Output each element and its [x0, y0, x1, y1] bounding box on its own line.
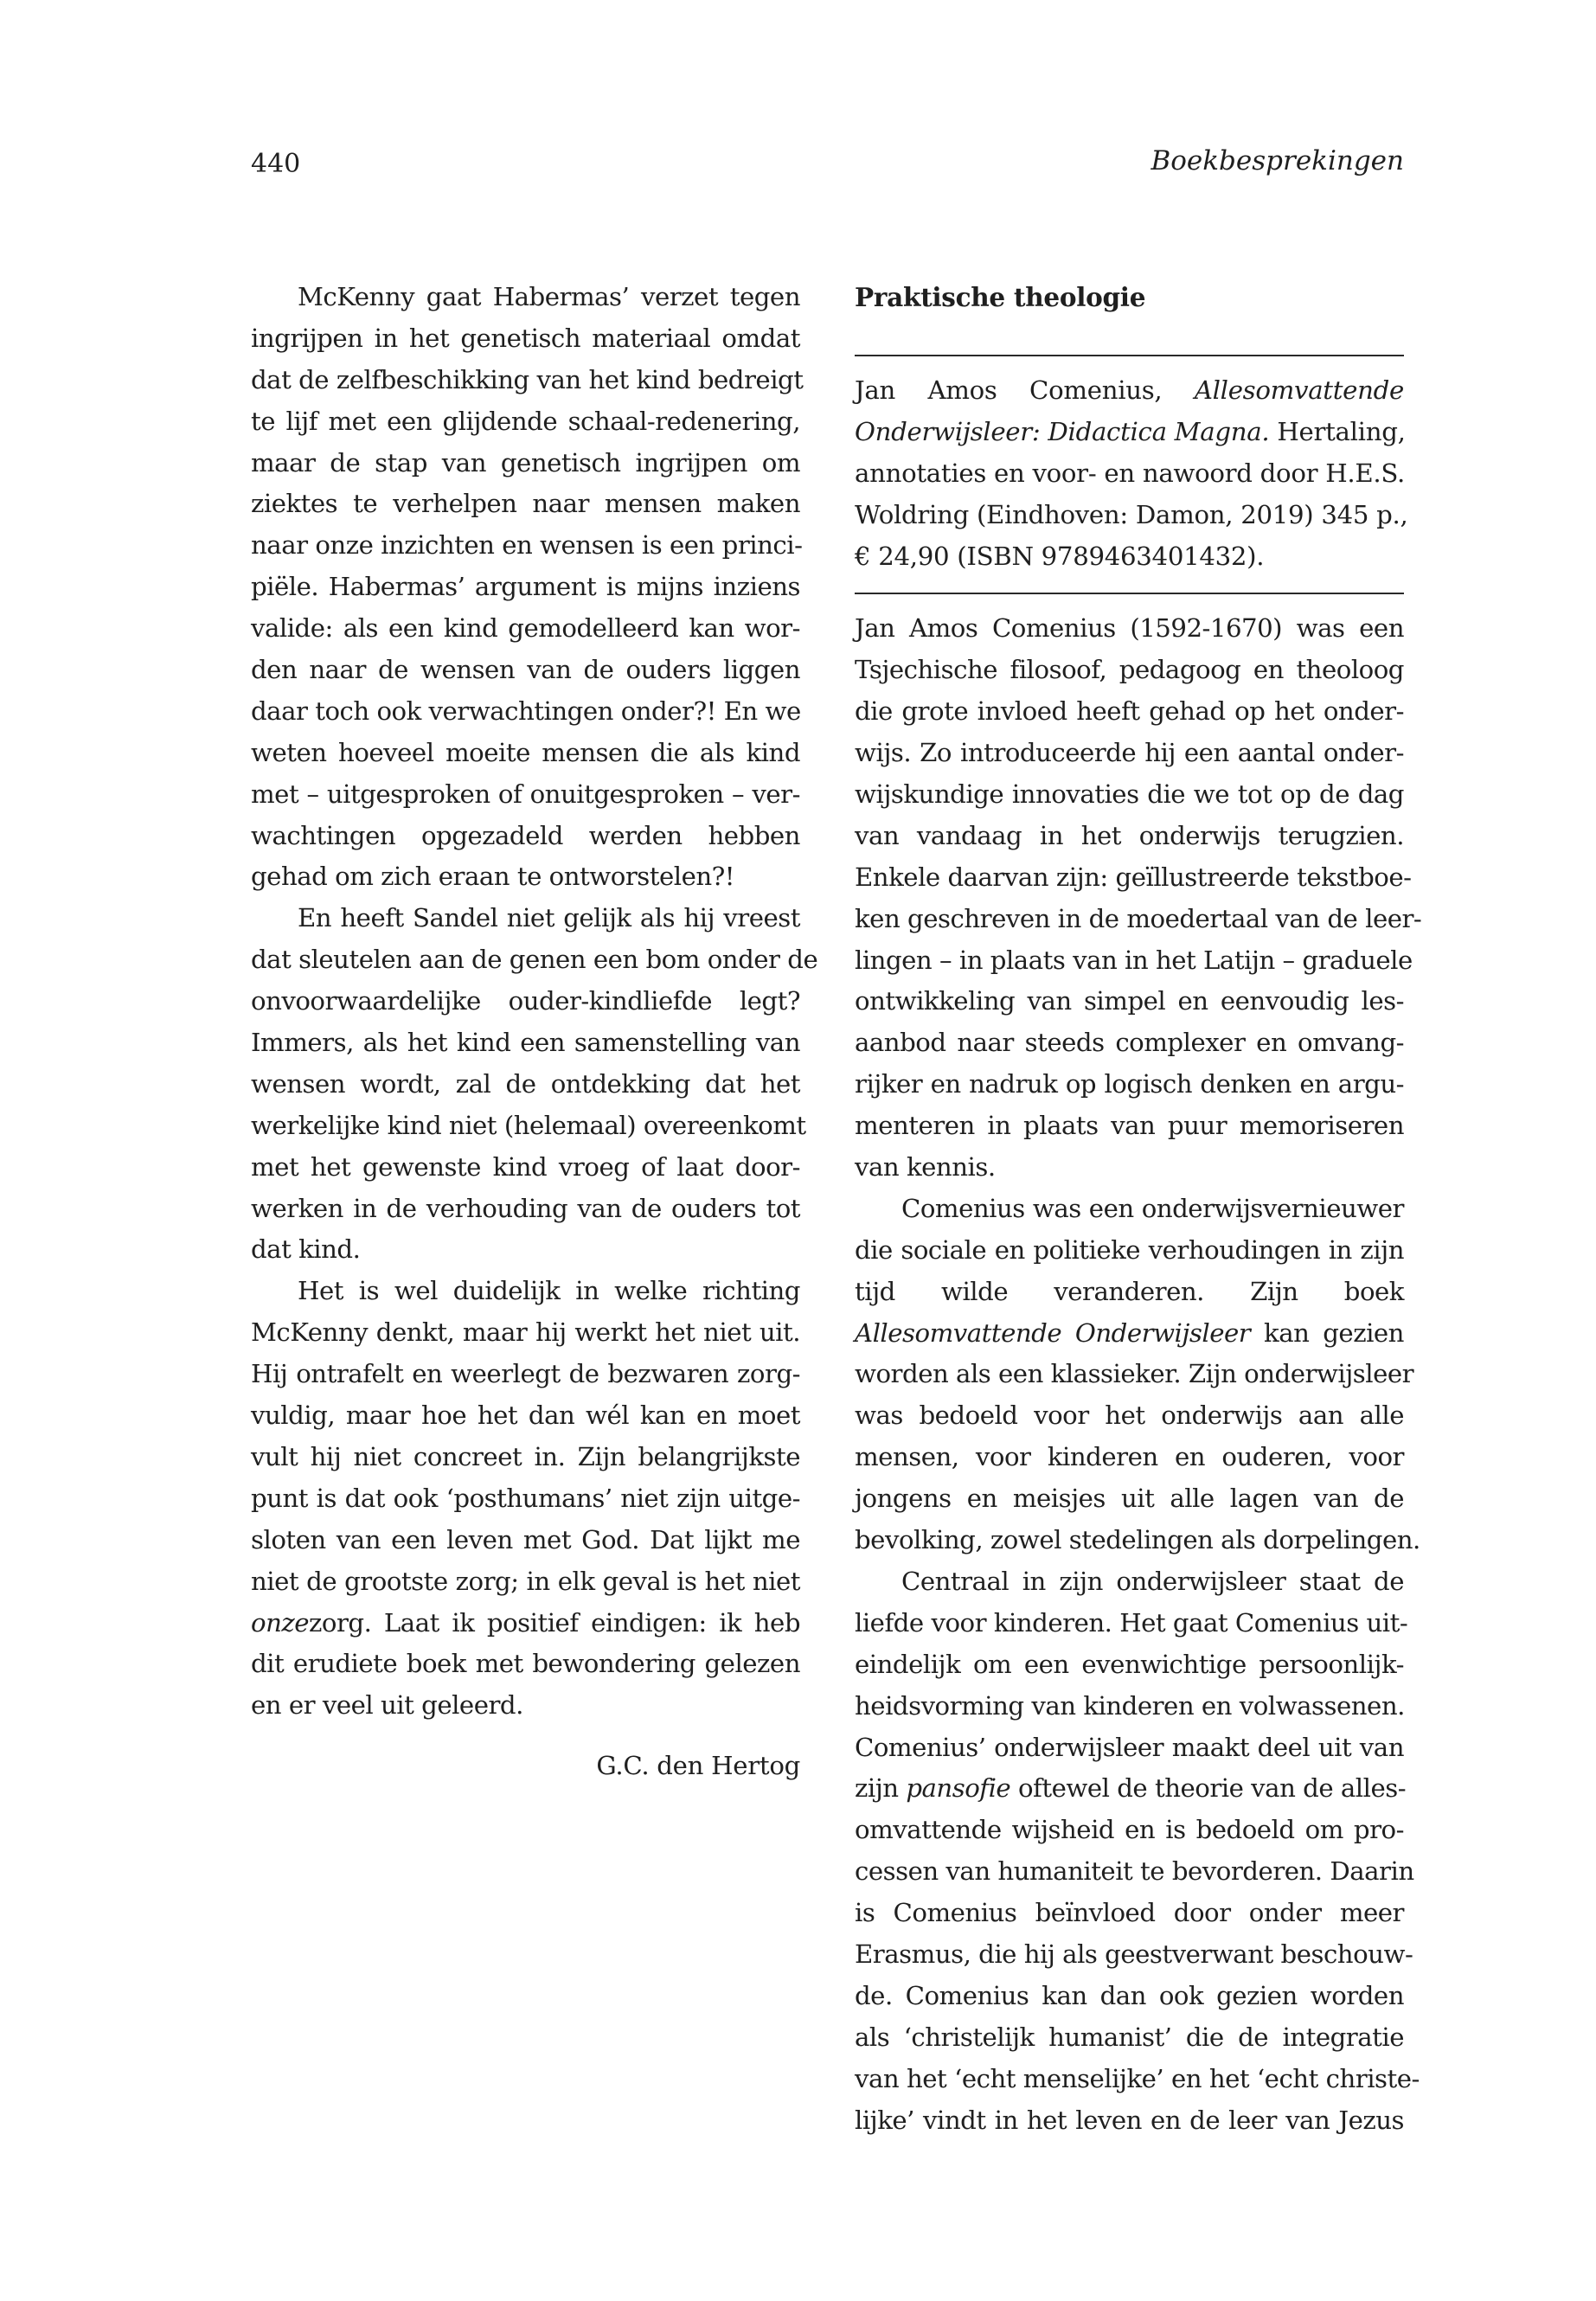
running-head: Boekbesprekingen	[1151, 145, 1404, 176]
text-line: lijke’ vindt in het leven en de leer van Jezus	[855, 2105, 1404, 2135]
paragraph	[855, 1561, 1420, 2141]
bibliography-line: Woldring (Eindhoven: Damon, 2019) 345 p.,	[855, 499, 1408, 529]
text-line: aanbod naar steeds complexer en omvang-	[855, 1028, 1404, 1058]
text-line: maar de stap van genetisch ingrijpen om	[251, 447, 800, 478]
text-line: wensen wordt, zal de ontdekking dat het	[251, 1068, 800, 1099]
text-line: punt is dat ook ‘posthumans’ niet zijn uitge-	[251, 1483, 800, 1513]
text-line: wijs. Zo introduceerde hij een aantal onder-	[855, 738, 1404, 768]
text-line: dat de zelfbeschikking van het kind bedreigt	[251, 364, 804, 394]
text-line: ziektes te verhelpen naar mensen maken	[251, 489, 800, 519]
text-line: valide: als een kind gemodelleerd kan wor-	[251, 613, 800, 644]
bibliography-line: annotaties en voor- en nawoord door H.E.S.	[855, 458, 1405, 488]
text-line: zijn pansofie oftewel de theorie van de alles-	[855, 1773, 1407, 1804]
text-line: den naar de wensen van de ouders liggen	[251, 655, 800, 685]
text-line: ontwikkeling van simpel en eenvoudig les-	[855, 986, 1404, 1016]
text-line: van vandaag in het onderwijs terugzien.	[855, 820, 1404, 850]
text-line: McKenny denkt, maar hij werkt het niet uit.	[251, 1317, 800, 1348]
text-line: werken in de verhouding van de ouders tot	[251, 1193, 800, 1223]
text-line: cessen van humaniteit te bevorderen. Daarin	[855, 1856, 1414, 1887]
text-line: eindelijk om een evenwichtige persoonlijk-	[855, 1649, 1404, 1679]
text-line: wijskundige innovaties die we tot op de dag	[855, 779, 1404, 810]
review-signature: G.C. den Hertog	[596, 1751, 800, 1780]
text-line: Enkele daarvan zijn: geïllustreerde tekstboe-	[855, 862, 1412, 892]
text-line: de. Comenius kan dan ook gezien worden	[855, 1980, 1404, 2010]
text-line: van kennis.	[855, 1152, 996, 1183]
text-line: heidsvorming van kinderen en volwassenen.	[855, 1690, 1405, 1721]
text-line: tijd wilde veranderen. Zijn boek	[855, 1276, 1404, 1306]
text-line: was bedoeld voor het onderwijs aan alle	[855, 1400, 1404, 1431]
text-line: die sociale en politieke verhoudingen in zijn	[855, 1234, 1404, 1265]
text-line: dat sleutelen aan de genen een bom onder de	[251, 945, 818, 975]
text-line: Centraal in zijn onderwijsleer staat de	[901, 1566, 1404, 1596]
text-line: als ‘christelijk humanist’ die de integratie	[855, 2022, 1404, 2052]
bibliography-line: Onderwijsleer: Didactica Magna. Hertaling,	[855, 416, 1406, 446]
text-line: Hij ontrafelt en weerlegt de bezwaren zorg-	[251, 1359, 800, 1389]
text-line: Jan Amos Comenius (1592-1670) was een	[855, 613, 1404, 644]
bibliography-line: Jan Amos Comenius, Allesomvattende	[855, 375, 1404, 405]
text-line: niet de grootste zorg; in elk geval is het niet	[251, 1566, 800, 1596]
bibliography-line: € 24,90 (ISBN 9789463401432).	[855, 541, 1265, 571]
paragraph	[855, 1189, 1420, 1561]
text-line: vuldig, maar hoe het dan wél kan en moet	[251, 1400, 800, 1431]
text-line: naar onze inzichten en wensen is een princi-	[251, 530, 803, 561]
text-line: daar toch ook verwachtingen onder?! En we	[251, 695, 801, 726]
text-line: piële. Habermas’ argument is mijns inziens	[251, 572, 800, 602]
text-line: jongens en meisjes uit alle lagen van de	[855, 1484, 1404, 1514]
paragraph	[251, 277, 804, 898]
text-line: sloten van een leven met God. Dat lijkt me	[251, 1524, 800, 1554]
rule-top	[855, 355, 1404, 356]
text-line: weten hoeveel moeite mensen die als kind	[251, 737, 800, 767]
text-line: Comenius was een onderwijsvernieuwer	[901, 1193, 1404, 1223]
left-column	[251, 277, 818, 1727]
text-line: dat kind.	[251, 1234, 361, 1265]
text-line: wachtingen opgezadeld werden hebben	[251, 820, 800, 850]
text-line: die grote invloed heeft gehad op het onder-	[855, 696, 1404, 727]
text-line: worden als een klassieker. Zijn onderwijsleer	[855, 1359, 1414, 1389]
review-body	[855, 608, 1422, 2141]
text-line: Tsjechische filosoof, pedagoog en theoloog	[855, 655, 1404, 685]
text-line: lingen – in plaats van in het Latijn – graduele	[855, 945, 1413, 975]
text-line: van het ‘echt menselijke’ en het ‘echt christe-	[855, 2063, 1420, 2093]
right-column	[855, 277, 1422, 2141]
text-line: omvattende wijsheid en is bedoeld om pro-	[855, 1815, 1404, 1845]
text-line: onvoorwaardelijke ouder-kindliefde legt?	[251, 986, 800, 1016]
text-line: Erasmus, die hij als geestverwant beschouw-	[855, 1939, 1413, 1969]
text-line: gehad om zich eraan te ontworstelen?!	[251, 862, 735, 892]
text-line: Immers, als het kind een samenstelling van	[251, 1028, 800, 1058]
book-bibliography	[855, 370, 1408, 577]
text-line: rijker en nadruk op logisch denken en argu-	[855, 1069, 1404, 1099]
text-line: Allesomvattende Onderwijsleer kan gezien	[855, 1317, 1404, 1348]
text-line: Comenius’ onderwijsleer maakt deel uit van	[855, 1732, 1404, 1762]
text-line: En heeft Sandel niet gelijk als hij vreest	[298, 903, 800, 933]
text-line: te lijf met een glijdende schaal-redenering,	[251, 406, 800, 436]
text-line: dit erudiete boek met bewondering gelezen	[251, 1649, 800, 1679]
text-line: onzezorg. Laat ik positief eindigen: ik heb	[251, 1607, 800, 1638]
text-line: mensen, voor kinderen en ouderen, voor	[855, 1442, 1404, 1472]
text-line: Het is wel duidelijk in welke richting	[298, 1276, 800, 1306]
text-line: werkelijke kind niet (helemaal) overeenkomt	[251, 1110, 806, 1140]
page-number: 440	[251, 149, 301, 179]
text-line: ken geschreven in de moedertaal van de leer-	[855, 903, 1422, 933]
text-line: met – uitgesproken of onuitgesproken – ver-	[251, 779, 800, 809]
text-line: vult hij niet concreet in. Zijn belangrijkste	[251, 1441, 800, 1471]
text-line: liefde voor kinderen. Het gaat Comenius uit-	[855, 1607, 1408, 1638]
text-line: bevolking, zowel stedelingen als dorpelingen.	[855, 1525, 1420, 1555]
section-title: Praktische theologie	[855, 282, 1146, 312]
rule-bottom	[855, 593, 1404, 594]
text-line: McKenny gaat Habermas’ verzet tegen	[298, 282, 800, 311]
paragraph	[251, 1271, 800, 1727]
text-line: ingrijpen in het genetisch materiaal omdat	[251, 323, 800, 353]
text-line: en er veel uit geleerd.	[251, 1690, 523, 1721]
paragraph	[855, 608, 1422, 1188]
text-line: menteren in plaats van puur memoriseren	[855, 1111, 1404, 1141]
text-line: is Comenius beïnvloed door onder meer	[855, 1898, 1404, 1928]
paragraph	[251, 898, 818, 1271]
text-line: met het gewenste kind vroeg of laat door-	[251, 1151, 800, 1182]
